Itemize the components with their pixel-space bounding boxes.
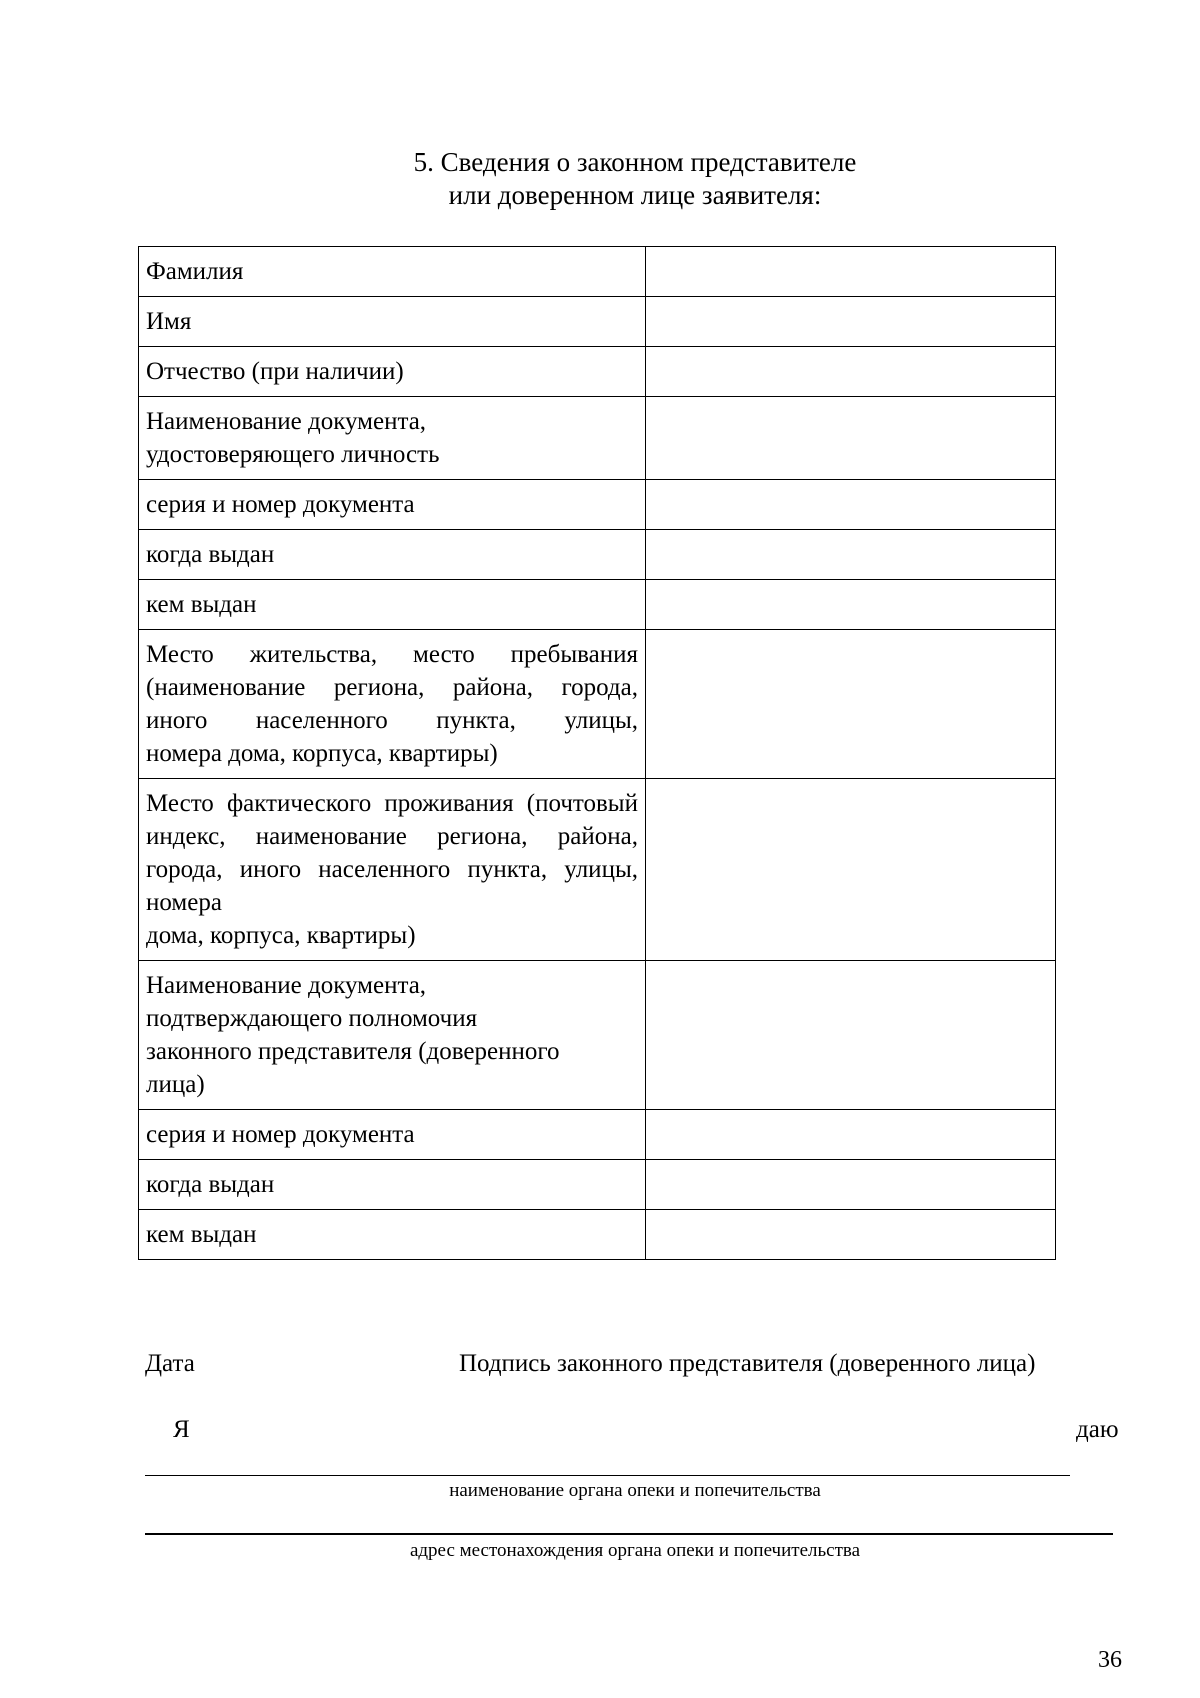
row-label-name: Имя [139,297,646,347]
row-label-actual-address-main: Место фактического проживания (почтовый индекс, наименование региона, района, города, иного населенного пункта, улицы, номера [146,790,638,916]
table-row [139,1160,1056,1210]
authority-name-caption: наименование органа опеки и попечительства [449,1480,821,1501]
row-label-id-document: Наименование документа, удостоверяющего личность [139,397,646,480]
date-label: Дата [145,1350,195,1377]
row-value-authority-document[interactable] [646,961,1056,1110]
row-label-series-number: серия и номер документа [139,480,646,530]
row-label-authority-document: Наименование документа, подтверждающего полномочия законного представителя (доверенного лица) [139,961,646,1110]
row-value-authority-series-number[interactable] [646,1110,1056,1160]
section-heading [0,146,1200,212]
heading-line-2: или доверенном лице заявителя: [448,180,822,210]
table-row [139,580,1056,630]
row-label-surname: Фамилия [139,247,646,297]
table-row [139,347,1056,397]
row-value-issue-date[interactable] [646,530,1056,580]
table-row [139,397,1056,480]
row-value-issued-by[interactable] [646,580,1056,630]
page-number: 36 [1098,1647,1122,1673]
table-row [139,1210,1056,1260]
table-row [139,480,1056,530]
row-value-authority-issued-by[interactable] [646,1210,1056,1260]
consent-end-text: даю [1076,1416,1119,1443]
consent-start-text: Я [173,1416,190,1443]
representative-info-table [138,246,1056,1260]
table-row [139,961,1056,1110]
row-value-id-document[interactable] [646,397,1056,480]
row-label-authority-issue-date: когда выдан [139,1160,646,1210]
row-value-authority-issue-date[interactable] [646,1160,1056,1210]
row-label-patronymic: Отчество (при наличии) [139,347,646,397]
row-value-residence[interactable] [646,630,1056,779]
row-label-actual-address [139,779,646,961]
heading-line-1: 5. Сведения о законном представителе [413,147,857,177]
row-label-authority-series-number: серия и номер документа [139,1110,646,1160]
row-label-residence-last: номера дома, корпуса, квартиры) [146,740,498,767]
row-label-actual-address-last: дома, корпуса, квартиры) [146,922,416,949]
authority-address-line[interactable] [145,1533,1113,1535]
table-row [139,247,1056,297]
table-row [139,1110,1056,1160]
authority-address-caption: адрес местонахождения органа опеки и попечительства [409,1540,861,1561]
row-label-residence [139,630,646,779]
table-row [139,297,1056,347]
authority-name-line[interactable] [145,1475,1070,1476]
signature-label: Подпись законного представителя (доверенного лица) [459,1350,1036,1377]
table-row [139,779,1056,961]
row-value-surname[interactable] [646,247,1056,297]
row-value-series-number[interactable] [646,480,1056,530]
row-label-residence-main: Место жительства, место пребывания (наименование региона, района, города, иного населенного пункта, улицы, [146,641,638,734]
table-row [139,530,1056,580]
row-label-issue-date: когда выдан [139,530,646,580]
row-value-name[interactable] [646,297,1056,347]
row-value-patronymic[interactable] [646,347,1056,397]
row-label-issued-by: кем выдан [139,580,646,630]
row-value-actual-address[interactable] [646,779,1056,961]
row-label-authority-issued-by: кем выдан [139,1210,646,1260]
table-row [139,630,1056,779]
